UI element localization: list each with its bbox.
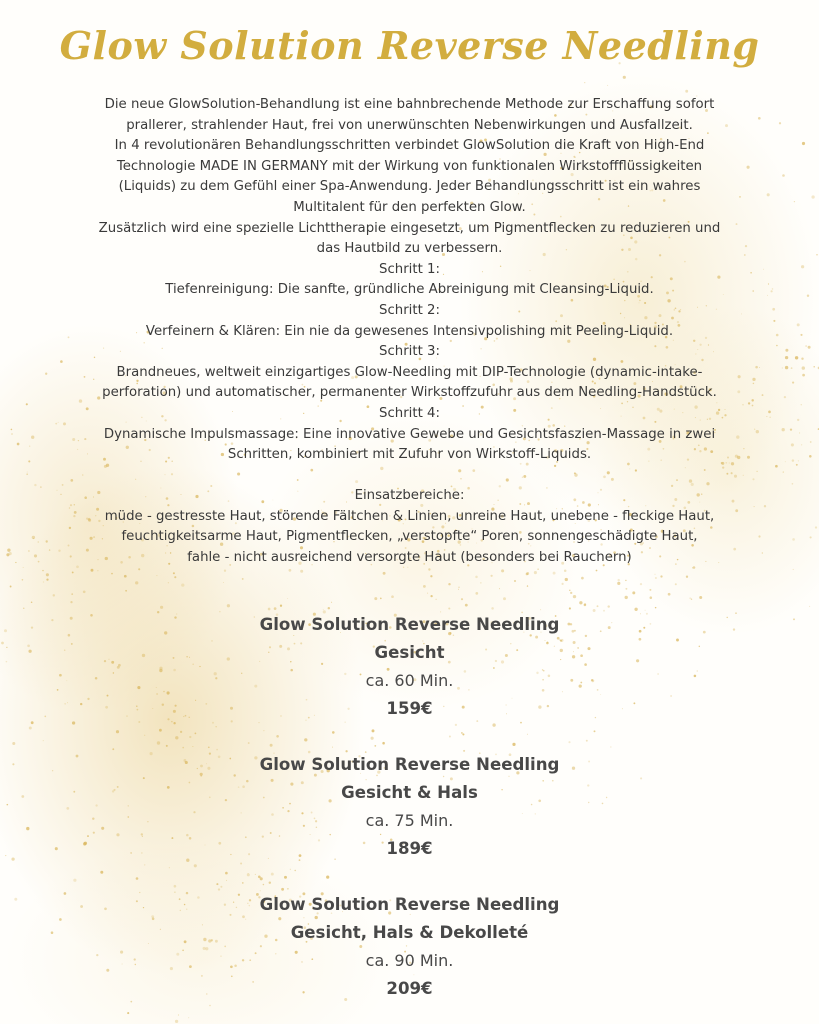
step-3-text: Brandneues, weltweit einzigartiges Glow-Needling mit DIP-Technologie (dynamic-intake- [116, 364, 703, 380]
offer-gesicht-hals [0, 751, 819, 863]
offer-area: Gesicht [374, 643, 445, 662]
description-line: Zusätzlich wird eine spezielle Lichttherapie eingesetzt, um Pigmentflecken zu reduzieren und [98, 220, 721, 236]
offer-duration: ca. 90 Min. [365, 951, 454, 970]
offer-gesicht-hals-dekollete [0, 891, 819, 1003]
offer-name: Glow Solution Reverse Needling [259, 615, 560, 634]
einsatz-text: müde - gestresste Haut, störende Fältchen & Linien, unreine Haut, unebene - fleckige Haut, [104, 508, 715, 524]
offer-duration: ca. 60 Min. [365, 671, 454, 690]
step-3-label: Schritt 3: [379, 344, 440, 360]
offer-area: Gesicht & Hals [341, 783, 478, 802]
offer-price: 209€ [386, 979, 433, 998]
description-line: das Hautbild zu verbessern. [316, 241, 503, 257]
description-line: (Liquids) zu dem Gefühl einer Spa-Anwendung. Jeder Behandlungsschritt ist ein wahres [118, 179, 701, 195]
offer-price: 159€ [386, 699, 433, 718]
description-line: Multitalent für den perfekten Glow. [293, 199, 526, 215]
step-1-label: Schritt 1: [379, 261, 440, 277]
page-title: Glow Solution Reverse Needling [59, 23, 760, 68]
step-4-text: Dynamische Impulsmassage: Eine innovative Gewebe und Gesichtsfaszien-Massage in zwei [103, 426, 716, 442]
step-4-label: Schritt 4: [379, 405, 440, 421]
description-block [50, 95, 769, 569]
offer-duration: ca. 75 Min. [365, 811, 454, 830]
offer-price: 189€ [386, 839, 433, 858]
step-2-text: Verfeinern & Klären: Ein nie da gewesenes Intensivpolishing mit Peeling-Liquid. [145, 323, 674, 339]
description-line: prallerer, strahlender Haut, frei von unerwünschten Nebenwirkungen und Ausfallzeit. [126, 117, 693, 133]
step-2-label: Schritt 2: [379, 302, 440, 318]
offer-name: Glow Solution Reverse Needling [259, 755, 560, 774]
einsatz-text: fahle - nicht ausreichend versorgte Haut (besonders bei Rauchern) [187, 550, 632, 566]
step-1-text: Tiefenreinigung: Die sanfte, gründliche Abreinigung mit Cleansing-Liquid. [165, 282, 654, 298]
offer-area: Gesicht, Hals & Dekolleté [290, 923, 529, 942]
description-line: Die neue GlowSolution-Behandlung ist eine bahnbrechende Methode zur Erschaffung sofort [104, 97, 715, 112]
step-4-text: Schritten, kombiniert mit Zufuhr von Wirkstoff-Liquids. [227, 447, 592, 463]
offer-name: Glow Solution Reverse Needling [259, 895, 560, 914]
offer-gesicht [0, 611, 819, 723]
einsatz-text: feuchtigkeitsarme Haut, Pigmentflecken, „verstopfte“ Poren, sonnengeschädigte Haut, [121, 529, 698, 545]
einsatz-label: Einsatzbereiche: [354, 488, 465, 504]
description-line: In 4 revolutionären Behandlungsschritten verbindet GlowSolution die Kraft von High-End [114, 138, 705, 154]
step-3-text: perforation) und automatischer, permanenter Wirkstoffzufuhr aus dem Needling-Handstück. [102, 385, 717, 401]
description-line: Technologie MADE IN GERMANY mit der Wirkung von funktionalen Wirkstoffflüssigkeiten [116, 158, 703, 174]
